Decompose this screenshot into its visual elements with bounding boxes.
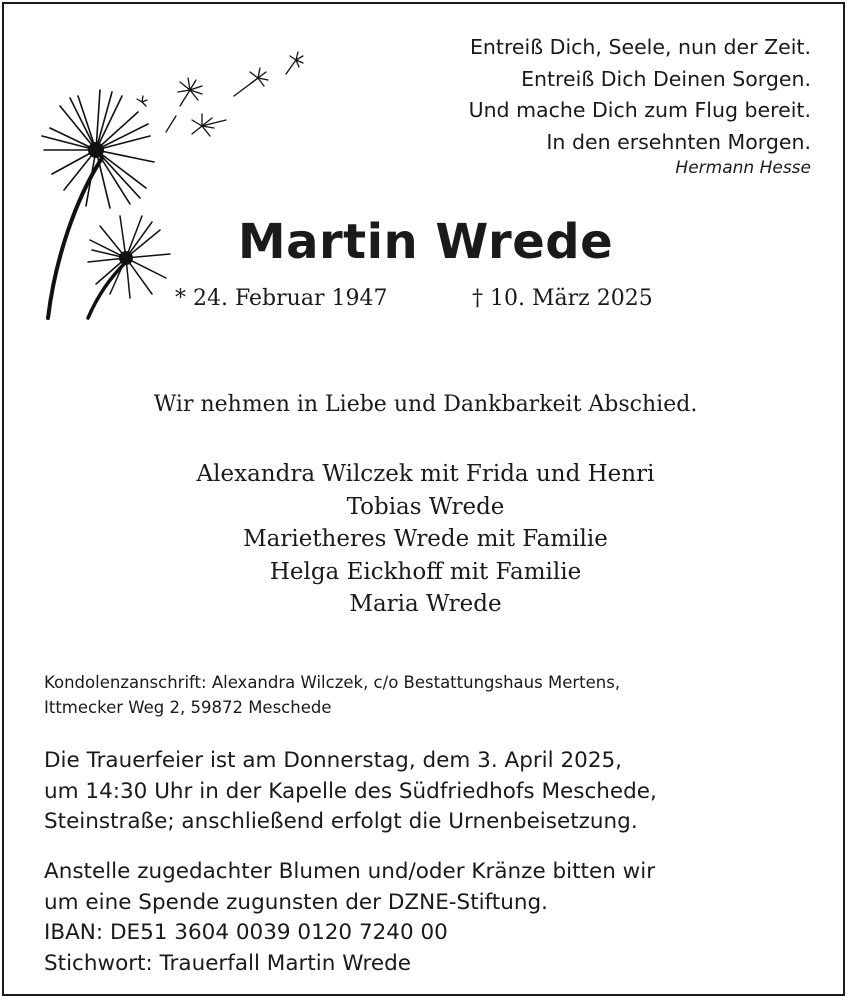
farewell-text: Wir nehmen in Liebe und Dankbarkeit Abschied.	[153, 392, 698, 417]
ceremony-info	[44, 746, 657, 838]
family-member: Tobias Wrede	[346, 493, 505, 520]
donation-iban: IBAN: DE51 3604 0039 0120 7240 00	[44, 920, 448, 945]
deceased-name	[0, 214, 851, 270]
deceased-name-text: Martin Wrede	[237, 214, 614, 270]
family-list	[0, 458, 851, 621]
family-member: Helga Eickhoff mit Familie	[269, 558, 582, 585]
family-member: Marietheres Wrede mit Familie	[243, 526, 608, 552]
poem	[469, 32, 811, 180]
poem-line: Entreiß Dich, Seele, nun der Zeit.	[469, 35, 811, 59]
family-member: Alexandra Wilczek mit Frida und Henri	[196, 461, 655, 487]
dandelion-icon	[30, 40, 320, 325]
ceremony-line: Die Trauerfeier ist am Donnerstag, dem 3. April 2025,	[44, 748, 623, 773]
poem-line: Entreiß Dich Deinen Sorgen.	[521, 66, 811, 91]
poem-line: In den ersehnten Morgen.	[546, 129, 811, 154]
donation-line: Anstelle zugedachter Blumen und/oder Kränze bitten wir	[44, 859, 656, 884]
poem-line: Und mache Dich zum Flug bereit.	[468, 98, 811, 122]
condolence-line: Ittmecker Weg 2, 59872 Meschede	[44, 698, 332, 717]
death-date: † 10. März 2025	[472, 286, 653, 311]
poem-author: Hermann Hesse	[675, 158, 811, 178]
donation-info	[44, 857, 655, 979]
ceremony-line: Steinstraße; anschließend erfolgt die Urnenbeisetzung.	[44, 809, 638, 834]
ceremony-line: um 14:30 Uhr in der Kapelle des Südfriedhofs Meschede,	[44, 778, 657, 804]
condolence-line: Kondolenzanschrift: Alexandra Wilczek, c/o Bestattungshaus Mertens,	[44, 673, 621, 692]
condolence-address	[44, 670, 620, 720]
family-member: Maria Wrede	[349, 591, 502, 617]
donation-keyword: Stichwort: Trauerfall Martin Wrede	[44, 950, 411, 976]
birth-date: * 24. Februar 1947	[175, 286, 388, 311]
donation-line: um eine Spende zugunsten der DZNE-Stiftung.	[44, 889, 548, 915]
